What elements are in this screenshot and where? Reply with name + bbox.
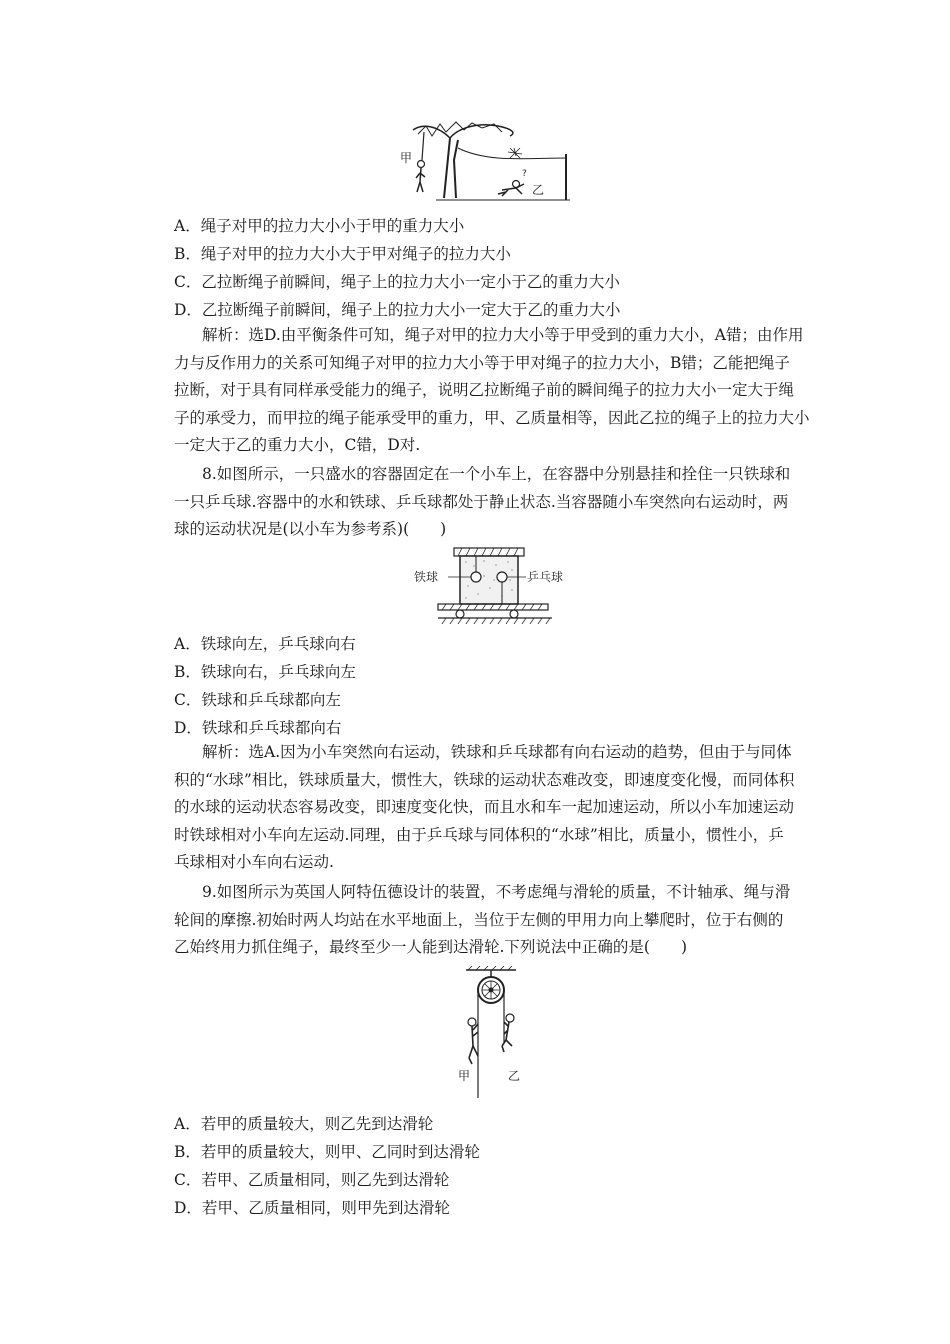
q9-stem-line: 乙始终用力抓住绳子，最终至少一人能到达滑轮.下列说法中正确的是( ) [174,938,688,956]
q8-analysis-line: 解析：选A.因为小车突然向右运动，铁球和乒乓球都有向右运动的趋势，但由于与同体 [202,743,792,761]
q8-stem-line: 球的运动状况是(以小车为参考系)( ) [174,520,447,538]
jia-label-q7: 甲 [400,151,413,165]
q8-option-b: B．铁球向右，乒乓球向左 [174,663,356,681]
q8-analysis-line: 积的“水球”相比，铁球质量大，惯性大，铁球的运动状态难改变，即速度变化慢，而同体积 [174,770,795,789]
cart-container-figure [414,546,574,628]
q9-option-c: C．若甲、乙质量相同，则乙先到达滑轮 [174,1171,450,1189]
pingpong-ball-label: 乒乓球 [527,570,564,584]
q9-option-d: D．若甲、乙质量相同，则甲先到达滑轮 [174,1199,450,1217]
q8-stem [174,461,806,544]
q8-analysis-line: 的水球的运动状态容易改变，即速度变化快，而且水和车一起加速运动，所以小车加速运动 [174,798,795,816]
atwood-pulley-figure [446,966,536,1102]
q9-option-a: A．若甲的质量较大，则乙先到达滑轮 [174,1115,434,1133]
q9-option-b: B．若甲的质量较大，则甲、乙同时到达滑轮 [174,1143,480,1161]
q7-analysis [174,322,810,460]
q9-stem-line: 轮间的摩擦.初始时两人均站在水平地面上，当位于左侧的甲用力向上攀爬时，位于右侧的 [174,910,784,929]
q8-option-a: A．铁球向左，乒乓球向右 [174,635,356,653]
q9-stem-line: 9.如图所示为英国人阿特伍德设计的装置，不考虑绳与滑轮的质量，不计轴承、绳与滑 [202,883,791,901]
yi-label-q9: 乙 [508,1069,521,1083]
q7-option-d: D．乙拉断绳子前瞬间，绳子上的拉力大小一定大于乙的重力大小 [174,301,621,319]
q7-option-a: A．绳子对甲的拉力大小小于甲的重力大小 [174,217,465,235]
q8-analysis-line: 乓球相对小车向右运动. [174,853,334,871]
q8-stem-line: 8.如图所示，一只盛水的容器固定在一个小车上，在容器中分别悬挂和拴住一只铁球和 [202,465,791,483]
jia-label-q9: 甲 [458,1069,471,1083]
q7-analysis-line: 子的承受力，而甲拉的绳子能承受甲的重力，甲、乙质量相等，因此乙拉的绳子上的拉力大小 [174,408,810,427]
q8-analysis [174,739,806,877]
q7-option-b: B．绳子对甲的拉力大小大于甲对绳子的拉力大小 [174,245,511,263]
q7-option-c: C．乙拉断绳子前瞬间，绳子上的拉力大小一定小于乙的重力大小 [174,273,620,291]
svg-text:?: ? [522,169,527,179]
q7-analysis-line: 一定大于乙的重力大小，C错，D对. [174,436,421,454]
iron-ball-label: 铁球 [414,570,439,584]
q7-analysis-line: 解析：选D.由平衡条件可知，绳子对甲的拉力大小等于甲受到的重力大小，A错；由作用 [202,326,804,344]
q9-stem [174,879,806,962]
q8-option-c: C．铁球和乒乓球都向左 [174,691,341,709]
q8-option-d: D．铁球和乒乓球都向右 [174,719,342,737]
q8-analysis-line: 时铁球相对小车向左运动.同理，由于乒乓球与同体积的“水球”相比，质量小，惯性小，乒 [174,825,784,844]
q7-analysis-line: 拉断，对于具有同样承受能力的绳子，说明乙拉断绳子前的瞬间绳子的拉力大小一定大于绳 [174,381,795,399]
tree-rope-figure [398,118,578,208]
yi-label-q7: 乙 [532,183,545,197]
q8-stem-line: 一只乒乓球.容器中的水和铁球、乒乓球都处于静止状态.当容器随小车突然向右运动时，两 [174,492,789,511]
q7-analysis-line: 力与反作用力的关系可知绳子对甲的拉力大小等于甲对绳子的拉力大小，B错；乙能把绳子 [174,353,790,372]
